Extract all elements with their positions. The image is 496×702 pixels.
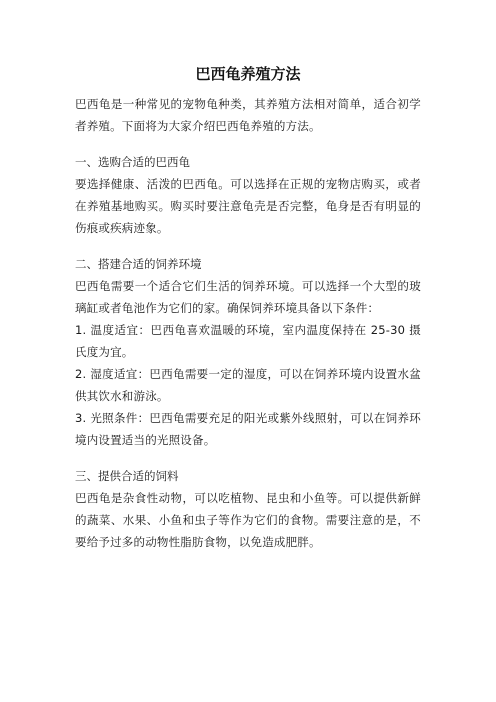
document-content — [75, 63, 421, 553]
section-heading-3: 三、提供合适的饲料 — [75, 469, 179, 483]
document-title: 巴西龟养殖方法 — [195, 65, 301, 83]
section-2-paragraph-1: 巴西龟需要一个适合它们生活的饲养环境。可以选择一个大型的玻璃缸或者龟池作为它们的家。确保饲养环境具备以下条件： — [75, 279, 421, 315]
section-heading-2: 二、搭建合适的饲养环境 — [75, 257, 202, 271]
section-heading-1: 一、选购合适的巴西龟 — [75, 155, 190, 169]
section-2-list-item-3: 3. 光照条件：巴西龟需要充足的阳光或紫外线照射，可以在饲养环境内设置适当的光照设备。 — [75, 411, 421, 447]
section-3-paragraph-1: 巴西龟是杂食性动物，可以吃植物、昆虫和小鱼等。可以提供新鲜的蔬菜、水果、小鱼和虫子等作为它们的食物。需要注意的是，不要给予过多的动物性脂肪食物，以免造成肥胖。 — [75, 491, 421, 549]
section-2-list-item-1: 1. 温度适宜：巴西龟喜欢温暖的环境，室内温度保持在 25-30 摄氏度为宜。 — [75, 323, 421, 359]
intro-paragraph: 巴西龟是一种常见的宠物龟种类，其养殖方法相对简单，适合初学者养殖。下面将为大家介绍巴西龟养殖的方法。 — [75, 97, 421, 133]
section-1-paragraph-1: 要选择健康、活泼的巴西龟。可以选择在正规的宠物店购买，或者在养殖基地购买。购买时要注意龟壳是否完整，龟身是否有明显的伤痕或疾病迹象。 — [75, 177, 421, 235]
section-2-list-item-2: 2. 湿度适宜：巴西龟需要一定的湿度，可以在饲养环境内设置水盆供其饮水和游泳。 — [75, 367, 421, 403]
